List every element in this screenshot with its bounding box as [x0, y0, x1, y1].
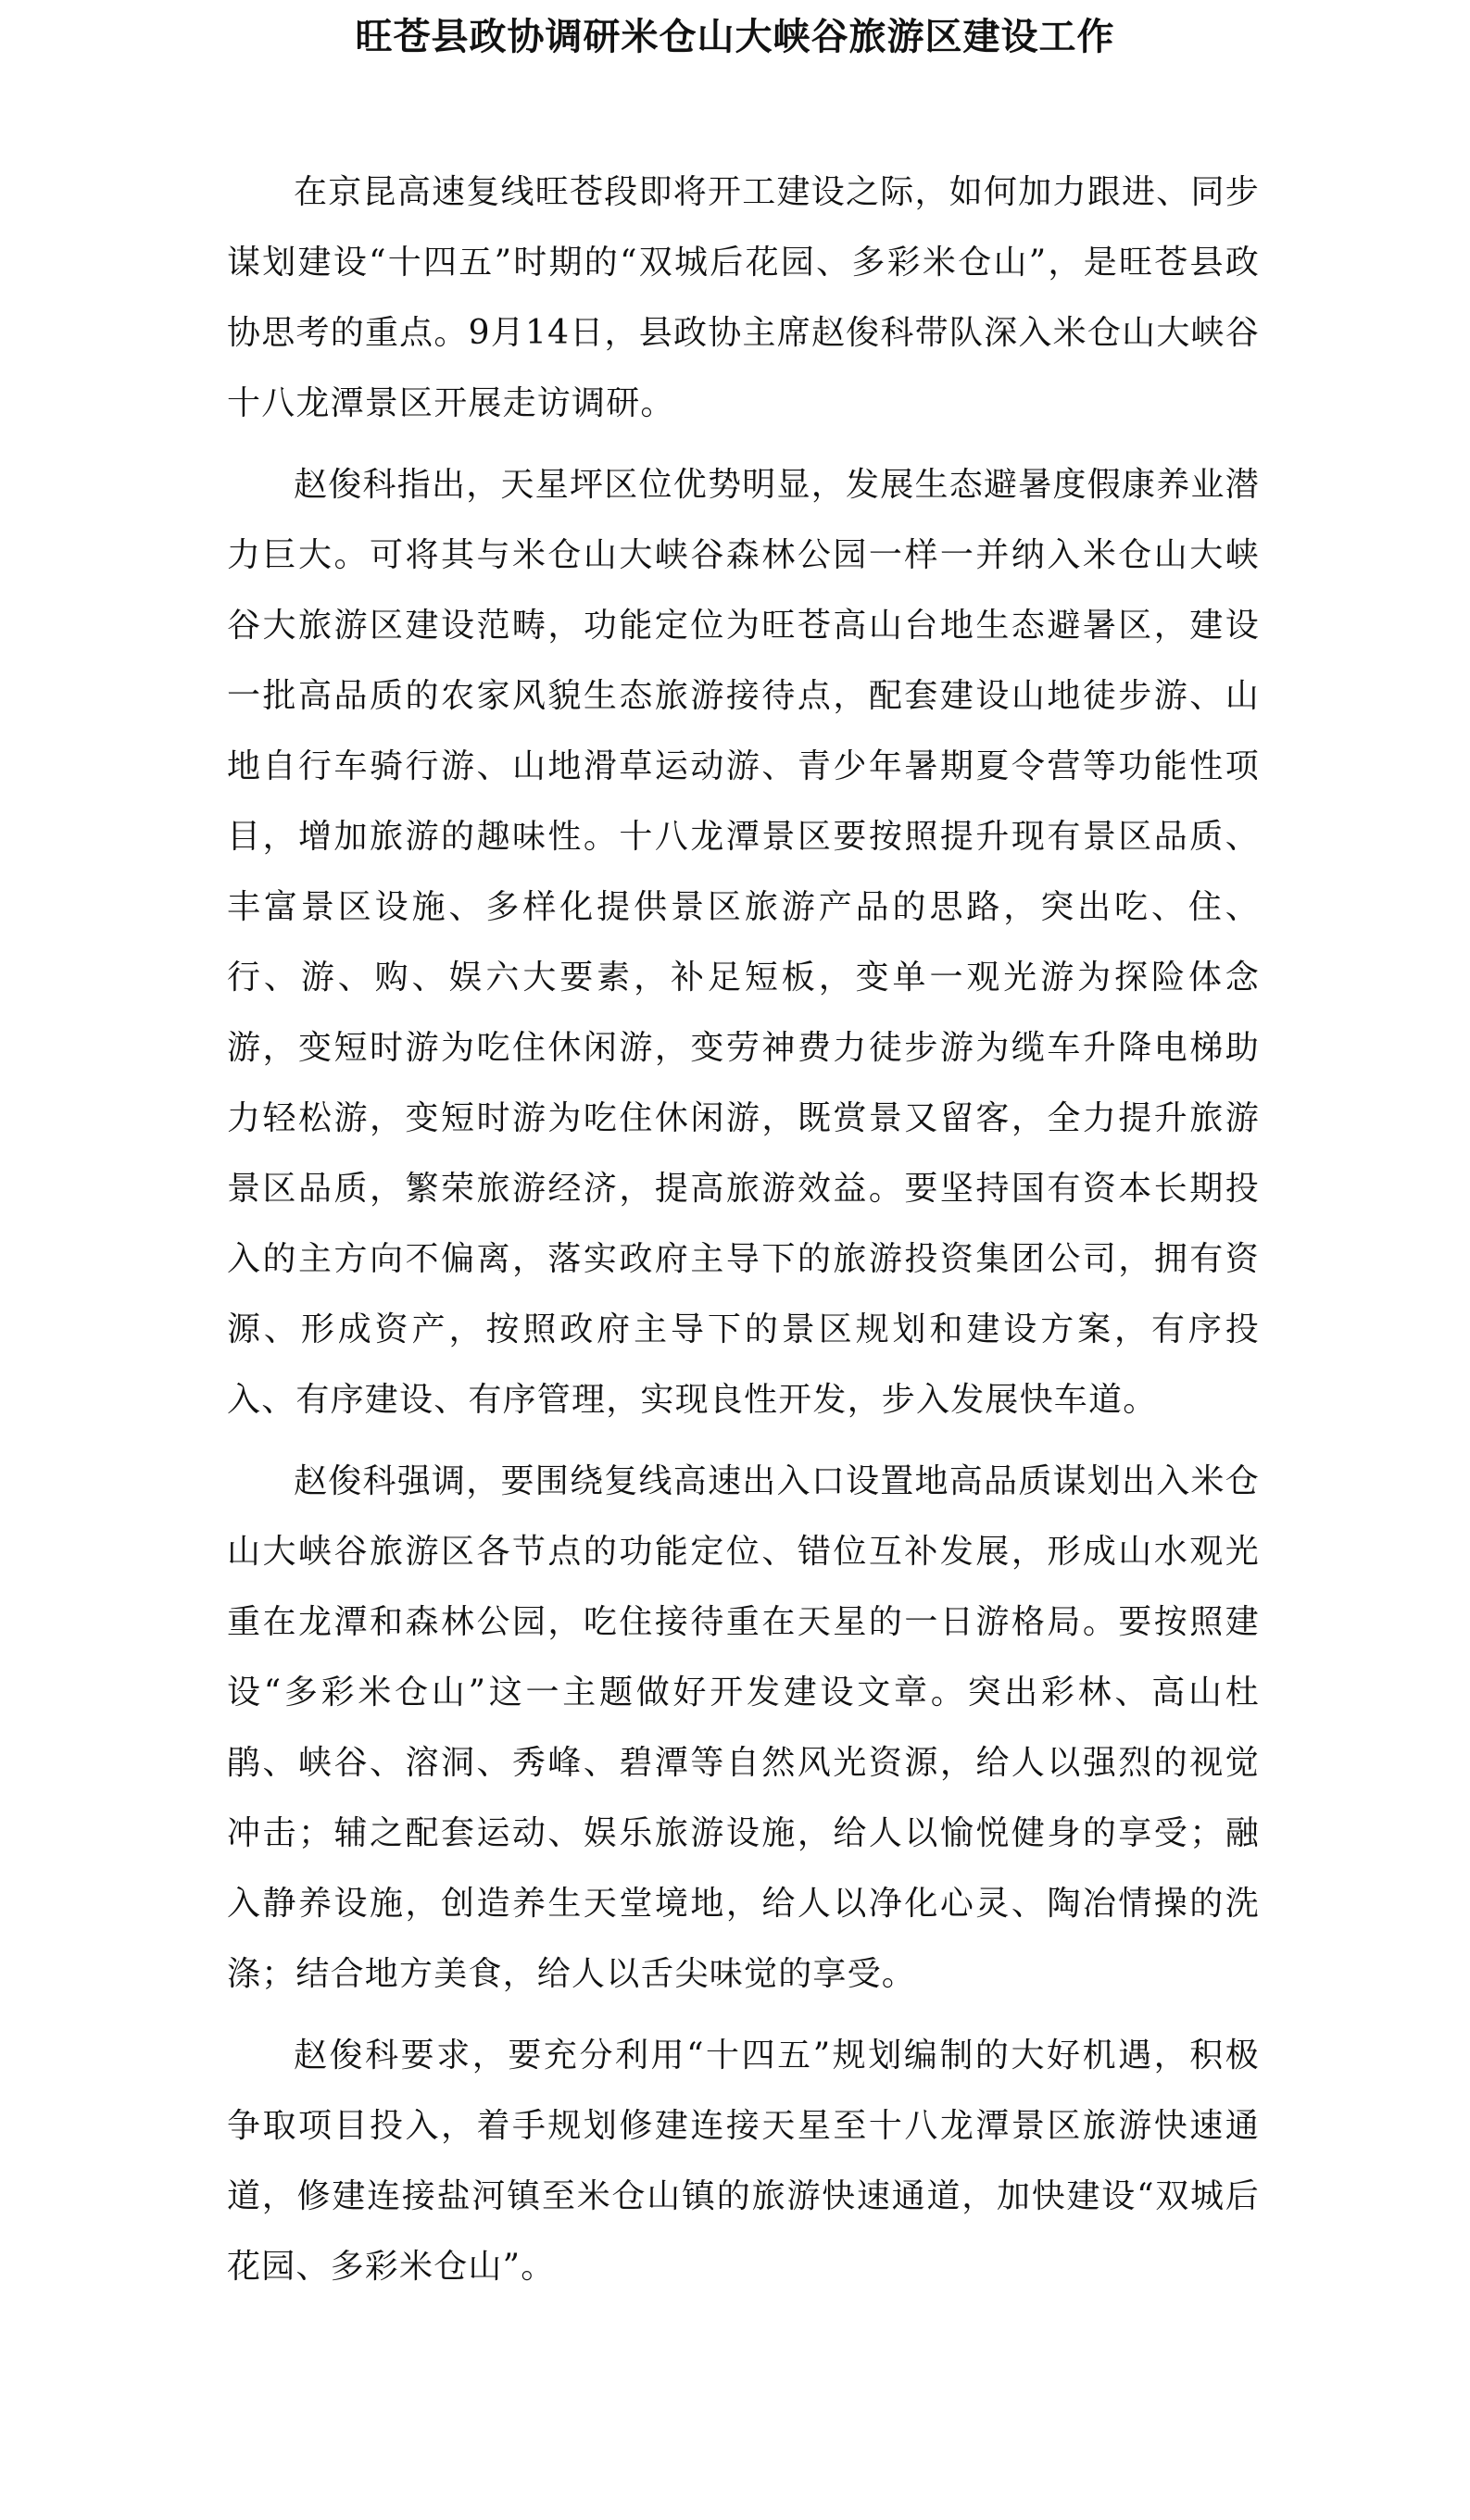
article-body [227, 157, 1260, 2313]
paragraph-2: 赵俊科指出，天星坪区位优势明显，发展生态避暑度假康养业潜力巨大。可将其与米仓山大峡谷森林公园一样一并纳入米仓山大峡谷大旅游区建设范畴，功能定位为旺苍高山台地生态避暑区，建设一批高品质的农家风貌生态旅游接待点，配套建设山地徒步游、山地自行车骑行游、山地滑草运动游、青少年暑期夏令营等功能性项目，增加旅游的趣味性。十八龙潭景区要按照提升现有景区品质、丰富景区设施、多样化提供景区旅游产品的思路，突出吃、住、行、游、购、娱六大要素，补足短板，变单一观光游为探险体念游，变短时游为吃住休闲游，变劳神费力徒步游为缆车升降电梯助力轻松游，变短时游为吃住休闲游，既赏景又留客，全力提升旅游景区品质，繁荣旅游经济，提高旅游效益。要坚持国有资本长期投入的主方向不偏离，落实政府主导下的旅游投资集团公司，拥有资源、形成资产，按照政府主导下的景区规划和建设方案，有序投入、有序建设、有序管理，实现良性开发，步入发展快车道。 [227, 466, 1260, 1419]
paragraph-3: 赵俊科强调，要围绕复线高速出入口设置地高品质谋划出入米仓山大峡谷旅游区各节点的功能定位、错位互补发展，形成山水观光重在龙潭和森林公园，吃住接待重在天星的一日游格局。要按照建设“多彩米仓山”这一主题做好开发建设文章。突出彩林、高山杜鹃、峡谷、溶洞、秀峰、碧潭等自然风光资源，给人以强烈的视觉冲击；辅之配套运动、娱乐旅游设施，给人以愉悦健身的享受；融入静养设施，创造养生天堂境地，给人以净化心灵、陶冶情操的洗涤；结合地方美食，给人以舌尖味觉的享受。 [227, 1462, 1260, 1993]
paragraph-4: 赵俊科要求，要充分利用“十四五”规划编制的大好机遇，积极争取项目投入，着手规划修建连接天星至十八龙潭景区旅游快速通道，修建连接盐河镇至米仓山镇的旅游快速通道，加快建设“双城后花园、多彩米仓山”。 [227, 2037, 1260, 2286]
paragraph-1: 在京昆高速复线旺苍段即将开工建设之际，如何加力跟进、同步谋划建设“十四五”时期的“双城后花园、多彩米仓山”，是旺苍县政协思考的重点。9月14日，县政协主席赵俊科带队深入米仓山大峡谷十八龙潭景区开展走访调研。 [227, 173, 1260, 422]
article-title: 旺苍县政协调研米仓山大峡谷旅游区建设工作 [355, 15, 1115, 58]
